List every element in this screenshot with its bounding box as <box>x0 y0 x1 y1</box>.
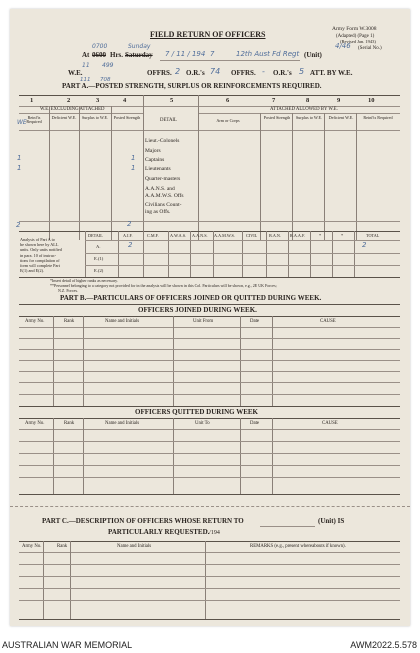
head-posted-r: Posted Strength <box>263 115 291 120</box>
col-number: 9 <box>337 97 341 104</box>
analysis-note <box>20 237 84 273</box>
hw-col4-captains: 1 <box>131 154 136 162</box>
note-line: *Insert detail of higher ranks as necessary. <box>50 278 118 283</box>
col-number: 10 <box>368 97 375 104</box>
an-head: * <box>341 233 344 238</box>
hw-year: 7 <box>210 50 215 58</box>
an-head: CIVIL <box>246 233 258 238</box>
quitted-head: Name and Initials <box>105 421 140 426</box>
time-printed: 0600 <box>92 51 106 59</box>
rank-label: A.A.M.W.S. Offs <box>145 193 184 199</box>
hw-under-we2: 708 <box>100 77 111 83</box>
rule <box>354 231 355 277</box>
hw-aif: 2 <box>128 241 133 249</box>
analysis-line: tions for compilation of <box>20 257 60 263</box>
hw-we-ors: 499 <box>102 62 114 69</box>
rank-label: ing as Offs. <box>145 209 171 215</box>
hw-unit: 12th Aust Fd Regt <box>236 50 300 58</box>
rule <box>240 418 241 494</box>
col-number: 7 <box>272 97 276 104</box>
rule <box>19 477 400 478</box>
form-serial: (Serial No.) <box>358 46 382 51</box>
rule <box>19 576 400 577</box>
rule <box>19 221 400 222</box>
rule <box>85 253 400 254</box>
an-head: A.I.F. <box>123 233 133 238</box>
hw-date: 7 / 11 / 194 <box>165 50 206 58</box>
col-number: 6 <box>226 97 230 104</box>
quitted-head: CAUSE <box>322 421 338 426</box>
hw-col4-lieut: 1 <box>131 164 136 172</box>
part-c-title: PART C.—DESCRIPTION OF OFFICERS WHOSE RETURN TO <box>42 517 244 525</box>
head-reinf-req: Reinf'ts Required <box>26 115 42 125</box>
an-row: A. <box>96 244 101 249</box>
head-reinf-r: Reinf'ts Required <box>363 115 393 120</box>
rule <box>83 316 84 406</box>
col-number: 3 <box>96 97 100 104</box>
an-head: C.M.F. <box>147 233 159 238</box>
rule <box>85 265 400 266</box>
rule <box>19 316 400 317</box>
col-number: 2 <box>67 97 71 104</box>
head-deficient: Deficient W.E. <box>51 115 77 120</box>
quitted-head: Date <box>250 421 260 426</box>
quitted-head: Rank <box>64 421 75 426</box>
part-c-head: Rank <box>57 544 68 549</box>
offrs-label: OFFRS. <box>147 69 172 77</box>
form-adapted: (Adapted) (Page 1) <box>336 34 375 39</box>
rule <box>79 106 80 240</box>
rule <box>332 231 333 277</box>
part-c-head: REMARKS (e.g., present whereabouts if known). <box>250 544 346 549</box>
form-revised: (Revised Jan. 1943) <box>340 39 376 44</box>
rule <box>19 541 400 542</box>
rule <box>143 231 144 277</box>
hw-total-col4: 2 <box>127 220 132 228</box>
rank-label: Lieut.-Colonels <box>145 138 180 144</box>
rule <box>85 240 400 241</box>
hw-day: Sunday <box>128 43 151 50</box>
rule <box>19 418 400 419</box>
part-c-date: / /194 <box>206 530 220 536</box>
rule <box>242 231 243 277</box>
joined-head: Rank <box>64 319 75 324</box>
joined-head: CAUSE <box>320 319 336 324</box>
rule <box>19 453 400 454</box>
rule <box>19 429 400 430</box>
rule <box>43 541 44 619</box>
hw-col1-captains: 1 <box>17 154 22 162</box>
rule <box>173 418 174 494</box>
rule <box>19 360 400 361</box>
hw-we-offrs: 11 <box>82 62 90 69</box>
hw-ors2: 5 <box>299 67 305 76</box>
archive-footer <box>0 637 420 653</box>
rule <box>19 130 400 131</box>
analysis-line: units. Only units notified <box>20 247 62 253</box>
rank-label: Quarter-masters <box>145 176 181 182</box>
we-label: W.E. <box>68 69 83 77</box>
joined-head: Name and Initials <box>105 319 140 324</box>
rule <box>143 95 144 240</box>
rule <box>19 465 400 466</box>
rule <box>19 406 400 407</box>
rule <box>19 600 400 601</box>
an-row: E.(1) <box>94 256 104 261</box>
rule <box>19 349 400 350</box>
an-row: E.(2) <box>94 268 104 273</box>
rule <box>19 95 400 96</box>
rule <box>310 231 311 277</box>
rule <box>19 371 400 372</box>
part-c-line2: PARTICULARLY REQUESTED. <box>108 528 210 536</box>
joined-head: Date <box>250 319 260 324</box>
part-b-title: PART B.—PARTICULARS OF OFFICERS JOINED OR QUITTED DURING WEEK. <box>60 294 322 302</box>
rule <box>118 231 119 277</box>
note-line: N.Z. Forces. <box>58 288 78 293</box>
head-posted: Posted Strength <box>113 115 141 120</box>
an-head: TOTAL <box>366 233 380 238</box>
hrs-label: Hrs. <box>110 51 124 59</box>
hw-col1-head: WE <box>17 119 27 126</box>
quitted-head: Unit To <box>195 421 210 426</box>
rule <box>19 441 400 442</box>
hw-time: 0700 <box>92 43 108 50</box>
rule <box>272 418 273 494</box>
rule <box>19 552 400 553</box>
rule <box>53 418 54 494</box>
rule <box>49 106 50 240</box>
head-deficient-r: Deficient W.E. <box>328 115 354 120</box>
ors2-label: O.R.'s <box>273 69 292 77</box>
an-head: A.A.M.W.S. <box>214 233 235 238</box>
form-number: Army Form W.3008 <box>332 26 377 32</box>
rule <box>19 619 400 620</box>
hw-total: 2 <box>362 241 367 249</box>
attached-allowed-head: ATTACHED ALLOWED BY W.E. <box>270 107 338 112</box>
rule <box>173 316 174 406</box>
ors-label: O.R.'s <box>186 69 205 77</box>
rank-label: Civilians Count- <box>145 202 182 208</box>
rule <box>288 231 289 277</box>
col-number: 8 <box>306 97 310 104</box>
an-head: B.A.N. <box>269 233 281 238</box>
at-label: At <box>82 51 90 59</box>
hw-serial: 4/46 <box>335 42 351 50</box>
hw-offrs: 2 <box>175 67 181 76</box>
joined-head: Army No. <box>25 319 45 324</box>
we-excluding-head: W.E. EXCLUDING ATTACHED <box>40 107 105 112</box>
joined-title: OFFICERS JOINED DURING WEEK. <box>138 306 257 314</box>
rule <box>198 113 400 114</box>
rule <box>19 304 400 305</box>
part-a-title: PART A.—POSTED STRENGTH, SURPLUS OR REINFORCEMENTS REQUIRED. <box>62 82 322 90</box>
hw-ors: 74 <box>210 67 221 76</box>
rule <box>198 95 199 240</box>
an-head: A.W.A.S. <box>170 233 187 238</box>
rule <box>205 541 206 619</box>
offrs2-label: OFFRS. <box>231 69 256 77</box>
form-sheet <box>10 9 410 626</box>
rank-label: Captains <box>145 157 165 163</box>
rule <box>272 316 273 406</box>
col-number: 5 <box>170 97 174 104</box>
rank-label: A.A.N.S. and <box>145 186 175 192</box>
col-number: 1 <box>30 97 34 104</box>
rule <box>19 394 400 395</box>
part-c-head: Name and Initials <box>117 544 152 549</box>
col-number: 4 <box>123 97 127 104</box>
rule <box>85 231 86 277</box>
rank-label: Majors <box>145 148 161 154</box>
rule <box>19 382 400 383</box>
footer-left: AUSTRALIAN WAR MEMORIAL <box>2 640 133 650</box>
an-head: A.A.N.S. <box>192 233 208 238</box>
rule <box>240 316 241 406</box>
rule <box>19 338 400 339</box>
rule <box>111 106 112 240</box>
rule <box>266 231 267 277</box>
an-head: DETAIL <box>88 233 103 238</box>
part-c-head: Army No. <box>22 544 42 549</box>
day-printed: Saturday <box>125 51 153 59</box>
footer-right: AWM2022.5.578 <box>350 640 417 650</box>
an-head: * <box>319 233 322 238</box>
rule <box>19 564 400 565</box>
rule <box>168 231 169 277</box>
rule <box>19 588 400 589</box>
rule <box>53 316 54 406</box>
date-unit-rule <box>160 60 300 61</box>
analysis-line: Analysis of Part A to <box>20 237 55 242</box>
rule <box>19 494 400 495</box>
quitted-title: OFFICERS QUITTED DURING WEEK <box>135 408 258 416</box>
quitted-head: Army No. <box>25 421 45 426</box>
hw-offrs2: - <box>262 67 265 76</box>
perforation-line <box>10 506 410 507</box>
hw-total-left: 2 <box>16 221 21 229</box>
rank-label: Lieutenants <box>145 166 171 172</box>
note-line: **Personnel belonging to a category not provided for in the analysis will be shown in this Col. Particulars will be shown, e.g., 2E UK Forces; <box>50 283 277 288</box>
analysis-line: in para. 10 of instruc- <box>20 252 57 258</box>
rule <box>70 541 71 619</box>
analysis-line: be shown here by ALL <box>20 242 59 248</box>
analysis-line: form will complete Part <box>20 263 60 269</box>
rule <box>19 231 400 232</box>
rule <box>19 113 143 114</box>
analysis-line: E(1) and E(2). <box>20 268 45 274</box>
unit-label: (Unit) <box>304 51 322 59</box>
detail-head: DETAIL <box>160 118 177 123</box>
hw-under-we: 111 <box>80 77 91 83</box>
att-by-label: ATT. BY W.E. <box>310 69 353 77</box>
head-arm-corps: Arm or Corps <box>216 118 240 123</box>
joined-head: Unit From <box>193 319 214 324</box>
rule <box>190 231 191 277</box>
hw-col1-lieut: 1 <box>17 164 22 172</box>
rule <box>19 327 400 328</box>
head-surplus: Surplus to W.E. <box>81 115 109 120</box>
rule <box>260 526 315 527</box>
rule <box>83 418 84 494</box>
part-c-unit: (Unit) IS <box>318 517 345 525</box>
form-title: FIELD RETURN OF OFFICERS <box>150 30 266 39</box>
an-head: R.A.A.F. <box>290 233 306 238</box>
head-surplus-r: Surplus to W.E. <box>295 115 323 120</box>
